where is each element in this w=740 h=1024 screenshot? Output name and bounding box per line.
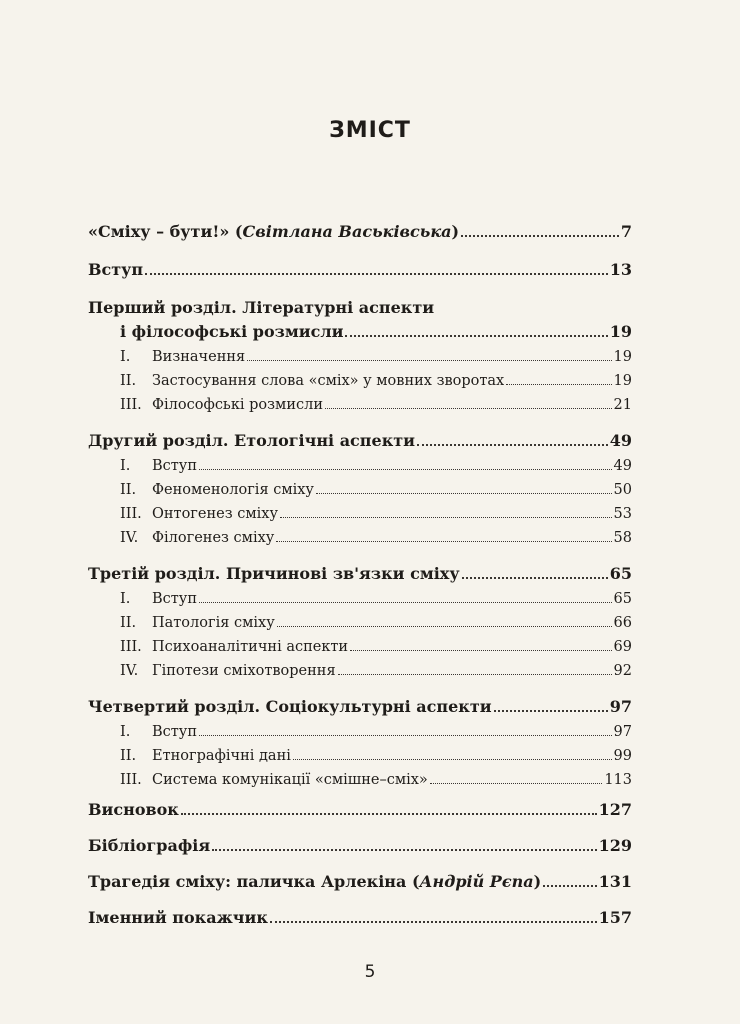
author-name: Світлана Васьківська: [242, 222, 452, 241]
toc-subentry: ІІІ. Психоаналітичні аспекти 69: [120, 639, 632, 655]
toc-subentry: І. Вступ 49: [120, 458, 632, 474]
toc-subentry: IV. Філогенез сміху 58: [120, 530, 632, 546]
toc-subentry: ІІ. Патологія сміху 66: [120, 615, 632, 631]
toc-entry-conclusion: Висновок 127: [88, 800, 632, 819]
toc-chapter-3: Третій розділ. Причинові зв'язки сміху 65: [88, 564, 632, 583]
toc-entry-intro: Вступ 13: [88, 260, 632, 279]
dot-leader: [293, 759, 612, 760]
toc-subentry: І. Вступ 65: [120, 591, 632, 607]
dot-leader: [277, 626, 612, 627]
dot-leader: [181, 813, 597, 815]
page-ref: 49: [609, 431, 632, 450]
dot-leader: [199, 735, 612, 736]
page-ref: 131: [598, 872, 632, 891]
page-ref: 65: [609, 564, 632, 583]
toc-subentry: ІІІ. Філософські розмисли 21: [120, 397, 632, 413]
toc-subentry: ІІ. Етнографічні дані 99: [120, 748, 632, 764]
toc-chapter-1-heading: Перший розділ. Літературні аспекти: [88, 298, 435, 317]
toc-chapter-1: і філософські розмисли 19: [120, 322, 632, 341]
page-ref: 13: [609, 260, 632, 279]
dot-leader: [199, 602, 612, 603]
toc-subentry: ІІІ. Система комунікації «смішне–сміх» 113: [120, 772, 632, 788]
toc-subentry: ІІ. Феноменологія сміху 50: [120, 482, 632, 498]
toc-subentry: ІІ. Застосування слова «сміх» у мовних зворотах 19: [120, 373, 632, 389]
dot-leader: [145, 273, 608, 275]
dot-leader: [270, 921, 597, 923]
dot-leader: [280, 517, 612, 518]
dot-leader: [325, 408, 612, 409]
toc-entry-bibliography: Бібліографія 129: [88, 836, 632, 855]
page-ref: 129: [598, 836, 632, 855]
page-ref: 7: [620, 222, 632, 241]
dot-leader: [345, 335, 607, 337]
page-ref: 157: [598, 908, 632, 927]
toc-chapter-2: Другий розділ. Етологічні аспекти 49: [88, 431, 632, 450]
dot-leader: [316, 493, 612, 494]
dot-leader: [212, 849, 596, 851]
dot-leader: [462, 577, 608, 579]
dot-leader: [494, 710, 608, 712]
dot-leader: [350, 650, 611, 651]
toc-entry-index: Іменний покажчик 157: [88, 908, 632, 927]
dot-leader: [338, 674, 612, 675]
toc-entry-foreword: «Сміху – бути!» (Світлана Васьківська) 7: [88, 222, 632, 241]
toc-subentry: IV. Гіпотези сміхотворення 92: [120, 663, 632, 679]
page-number: 5: [364, 962, 376, 982]
dot-leader: [276, 541, 611, 542]
dot-leader: [247, 360, 611, 361]
page-ref: 97: [609, 697, 632, 716]
toc-subentry: І. Визначення 19: [120, 349, 632, 365]
dot-leader: [506, 384, 611, 385]
toc-subentry: І. Вступ 97: [120, 724, 632, 740]
dot-leader: [461, 235, 619, 237]
page-title: ЗМІСТ: [329, 118, 411, 143]
dot-leader: [417, 444, 608, 446]
page-ref: 127: [598, 800, 632, 819]
toc-chapter-4: Четвертий розділ. Соціокультурні аспекти 97: [88, 697, 632, 716]
page-ref: 19: [609, 322, 632, 341]
dot-leader: [199, 469, 612, 470]
toc-subentry: ІІІ. Онтогенез сміху 53: [120, 506, 632, 522]
dot-leader: [430, 783, 603, 784]
dot-leader: [543, 885, 596, 887]
author-name: Андрій Рєпа: [419, 872, 534, 891]
toc-entry-afterword: Трагедія сміху: паличка Арлекіна (Андрій Рєпа) 131: [88, 872, 632, 891]
